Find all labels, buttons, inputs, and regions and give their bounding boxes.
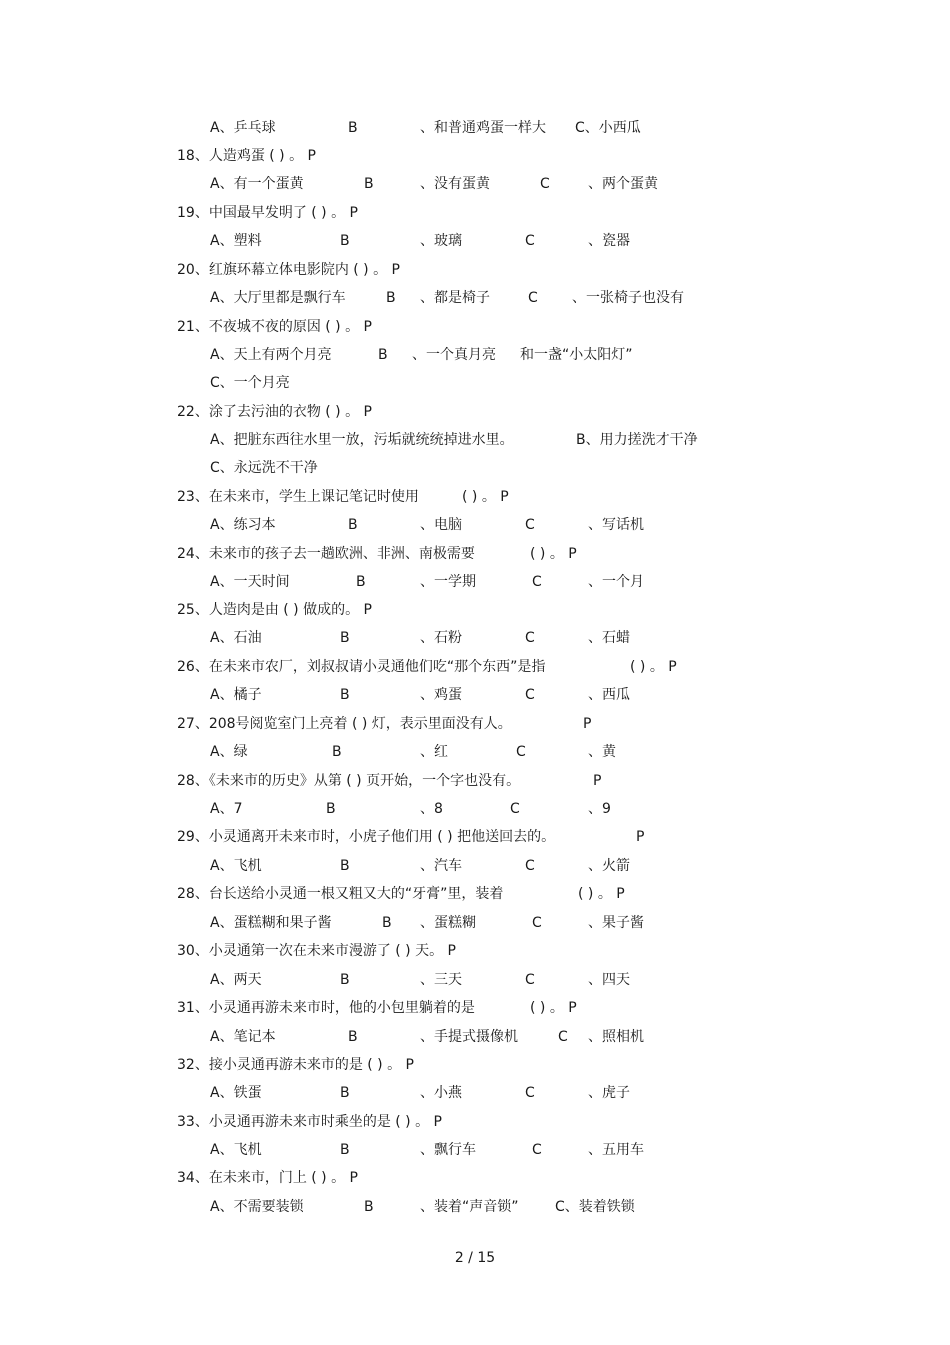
option-c-letter: C (525, 687, 535, 703)
option-line (0, 628, 950, 648)
question-text: 33、小灵通再游未来市时乘坐的是 ( ) 。 P (177, 1114, 442, 1130)
question-text: 20、红旗环幕立体电影院内 ( ) 。 P (177, 262, 400, 278)
option-c-letter: C (532, 574, 542, 590)
option-b-letter: B (382, 915, 392, 931)
question-28-history (0, 771, 950, 791)
question-22 (0, 402, 950, 422)
question-text: 28、《未来市的历史》从第 ( ) 页开始，一个字也没有。 (177, 773, 521, 789)
question-blank: ( ) 。 P (578, 886, 625, 902)
option-a: A、一天时间 (210, 574, 290, 590)
question-31 (0, 998, 950, 1018)
question-23 (0, 487, 950, 507)
question-text: 32、接小灵通再游未来市的是 ( ) 。 P (177, 1057, 414, 1073)
option-b-text: 、和普通鸡蛋一样大 (420, 120, 546, 136)
option-b-text: 、没有蛋黄 (420, 176, 490, 192)
option-c-text: 、石蜡 (588, 630, 630, 646)
option-line (0, 1197, 950, 1217)
option-b-letter: B (364, 1199, 374, 1215)
option-c-letter: C (525, 972, 535, 988)
option-b-text: 、手提式摄像机 (420, 1029, 518, 1045)
option-line (0, 231, 950, 251)
option-line (0, 515, 950, 535)
option-c-letter: C (528, 290, 538, 306)
question-text: 22、涂了去污油的衣物 ( ) 。 P (177, 404, 372, 420)
question-text: 26、在未来市农厂，刘叔叔请小灵通他们吃“那个东西”是指 (177, 659, 546, 675)
option-line (0, 970, 950, 990)
option-b-text: 、三天 (420, 972, 462, 988)
question-blank: ( ) 。 P (462, 489, 509, 505)
option-b-letter: B (326, 801, 336, 817)
option-c-text: 、照相机 (588, 1029, 644, 1045)
option-line (0, 742, 950, 762)
option-line (0, 572, 950, 592)
option-c-text: 、写话机 (588, 517, 644, 533)
question-text: 23、在未来市，学生上课记笔记时使用 (177, 489, 419, 505)
option-a: A、蛋糕糊和果子酱 (210, 915, 332, 931)
option-a: A、大厅里都是飘行车 (210, 290, 346, 306)
question-mark: P (636, 829, 645, 845)
question-19 (0, 203, 950, 223)
option-c-letter: C (558, 1029, 568, 1045)
option-b-text: 、都是椅子 (420, 290, 490, 306)
option-a: A、天上有两个月亮 (210, 347, 332, 363)
option-b-letter: B (340, 972, 350, 988)
question-34 (0, 1168, 950, 1188)
option-c-text: 、虎子 (588, 1085, 630, 1101)
option-c-text: 、西瓜 (588, 687, 630, 703)
option-b-letter: B (340, 1085, 350, 1101)
question-32 (0, 1055, 950, 1075)
option-b-text: 、鸡蛋 (420, 687, 462, 703)
page-number: 2 / 15 (454, 1250, 496, 1266)
option-c-letter: C (525, 630, 535, 646)
option-b-letter: B (378, 347, 388, 363)
question-20 (0, 260, 950, 280)
option-a: A、有一个蛋黄 (210, 176, 304, 192)
option-c-text: 、五用车 (588, 1142, 644, 1158)
option-c-text: 、两个蛋黄 (588, 176, 658, 192)
option-b-text: 、石粉 (420, 630, 462, 646)
question-text: 19、中国最早发明了 ( ) 。 P (177, 205, 358, 221)
option-a: A、飞机 (210, 1142, 262, 1158)
question-text: 34、在未来市，门上 ( ) 。 P (177, 1170, 358, 1186)
question-text: 28、台长送给小灵通一根又粗又大的“牙膏”里，装着 (177, 886, 504, 902)
option-c-text: 、火箭 (588, 858, 630, 874)
option-a: A、塑料 (210, 233, 262, 249)
question-29 (0, 827, 950, 847)
option-a: A、两天 (210, 972, 262, 988)
option-line (0, 1083, 950, 1103)
option-b-letter: B (356, 574, 366, 590)
option-a: A、石油 (210, 630, 262, 646)
option-line (0, 856, 950, 876)
question-26 (0, 657, 950, 677)
question-27 (0, 714, 950, 734)
question-text: 25、人造肉是由 ( ) 做成的。 P (177, 602, 372, 618)
question-text: 24、未来市的孩子去一趟欧洲、非洲、南极需要 (177, 546, 475, 562)
option-b-letter: B (340, 630, 350, 646)
option-a: A、把脏东西往水里一放，污垢就统统掉进水里。 (210, 432, 514, 448)
option-c-letter: C (525, 1085, 535, 1101)
option-line (0, 118, 950, 138)
option-b-text: 、玻璃 (420, 233, 462, 249)
question-30 (0, 941, 950, 961)
option-line (0, 1140, 950, 1160)
option-a: A、绿 (210, 744, 248, 760)
option-line (0, 685, 950, 705)
option-c-letter: C (532, 1142, 542, 1158)
question-text: 21、不夜城不夜的原因 ( ) 。 P (177, 319, 372, 335)
option-b-text: 、8 (420, 801, 443, 817)
option-b-letter: B (364, 176, 374, 192)
option-b-letter: B (332, 744, 342, 760)
question-blank: ( ) 。 P (530, 1000, 577, 1016)
option-line (0, 799, 950, 819)
option-line (0, 913, 950, 933)
question-25 (0, 600, 950, 620)
question-24 (0, 544, 950, 564)
option-a: A、不需要装锁 (210, 1199, 304, 1215)
option-a: A、7 (210, 801, 243, 817)
option-b-letter: B (340, 687, 350, 703)
option-c-letter: C (516, 744, 526, 760)
option-b-text: 、飘行车 (420, 1142, 476, 1158)
option-b-text: 、一个真月亮 (412, 347, 496, 363)
option-c: C、一个月亮 (210, 375, 290, 391)
question-21 (0, 317, 950, 337)
option-c-letter: C (525, 517, 535, 533)
option-c-text: 、瓷器 (588, 233, 630, 249)
option-line (0, 458, 950, 478)
question-text: 27、208号阅览室门上亮着 ( ) 灯，表示里面没有人。 (177, 716, 512, 732)
option-c-text: 、果子酱 (588, 915, 644, 931)
question-18 (0, 146, 950, 166)
question-33 (0, 1112, 950, 1132)
question-blank: ( ) 。 P (630, 659, 677, 675)
option-b-text: 、蛋糕糊 (420, 915, 476, 931)
question-text: 30、小灵通第一次在未来市漫游了 ( ) 天。 P (177, 943, 456, 959)
option-c-text: 、四天 (588, 972, 630, 988)
option-c: C、装着铁锁 (555, 1199, 635, 1215)
option-a: A、飞机 (210, 858, 262, 874)
question-text: 31、小灵通再游未来市时，他的小包里躺着的是 (177, 1000, 475, 1016)
option-b-letter: B (340, 233, 350, 249)
question-mark: P (593, 773, 602, 789)
option-c-text: 、一个月 (588, 574, 644, 590)
option-b-text: 、装着“声音锁” (420, 1199, 519, 1215)
option-b-letter: B (386, 290, 396, 306)
option-c: C、永远洗不干净 (210, 460, 318, 476)
question-blank: ( ) 。 P (530, 546, 577, 562)
option-c-letter: C (532, 915, 542, 931)
option-a: A、乒乓球 (210, 120, 276, 136)
option-b-text: 、小燕 (420, 1085, 462, 1101)
option-b-text: 、红 (420, 744, 448, 760)
option-a: A、铁蛋 (210, 1085, 262, 1101)
option-b-letter: B (340, 1142, 350, 1158)
question-28-toothpaste (0, 884, 950, 904)
question-text: 18、人造鸡蛋 ( ) 。 P (177, 148, 316, 164)
question-mark: P (583, 716, 592, 732)
option-line (0, 373, 950, 393)
question-text: 29、小灵通离开未来市时，小虎子他们用 ( ) 把他送回去的。 (177, 829, 556, 845)
option-b-letter: B (340, 858, 350, 874)
option-a: A、橘子 (210, 687, 262, 703)
option-c-letter: C (540, 176, 550, 192)
option-line (0, 1027, 950, 1047)
option-c: C、小西瓜 (575, 120, 641, 136)
option-line (0, 288, 950, 308)
option-c-text: 、一张椅子也没有 (572, 290, 684, 306)
option-c-text: 、9 (588, 801, 611, 817)
option-b: B、用力搓洗才干净 (576, 432, 698, 448)
option-b-text: 、电脑 (420, 517, 462, 533)
option-line (0, 345, 950, 365)
option-a: A、练习本 (210, 517, 276, 533)
option-b-letter: B (348, 1029, 358, 1045)
option-c-text: 、黄 (588, 744, 616, 760)
option-b-text: 、一学期 (420, 574, 476, 590)
option-c-letter: C (510, 801, 520, 817)
option-a: A、笔记本 (210, 1029, 276, 1045)
option-c-letter: C (525, 233, 535, 249)
option-b-letter: B (348, 517, 358, 533)
option-c-letter: C (525, 858, 535, 874)
option-line (0, 430, 950, 450)
option-b-text-cont: 和一盏“小太阳灯” (520, 347, 633, 363)
option-line (0, 174, 950, 194)
option-b-text: 、汽车 (420, 858, 462, 874)
option-b-letter: B (348, 120, 358, 136)
